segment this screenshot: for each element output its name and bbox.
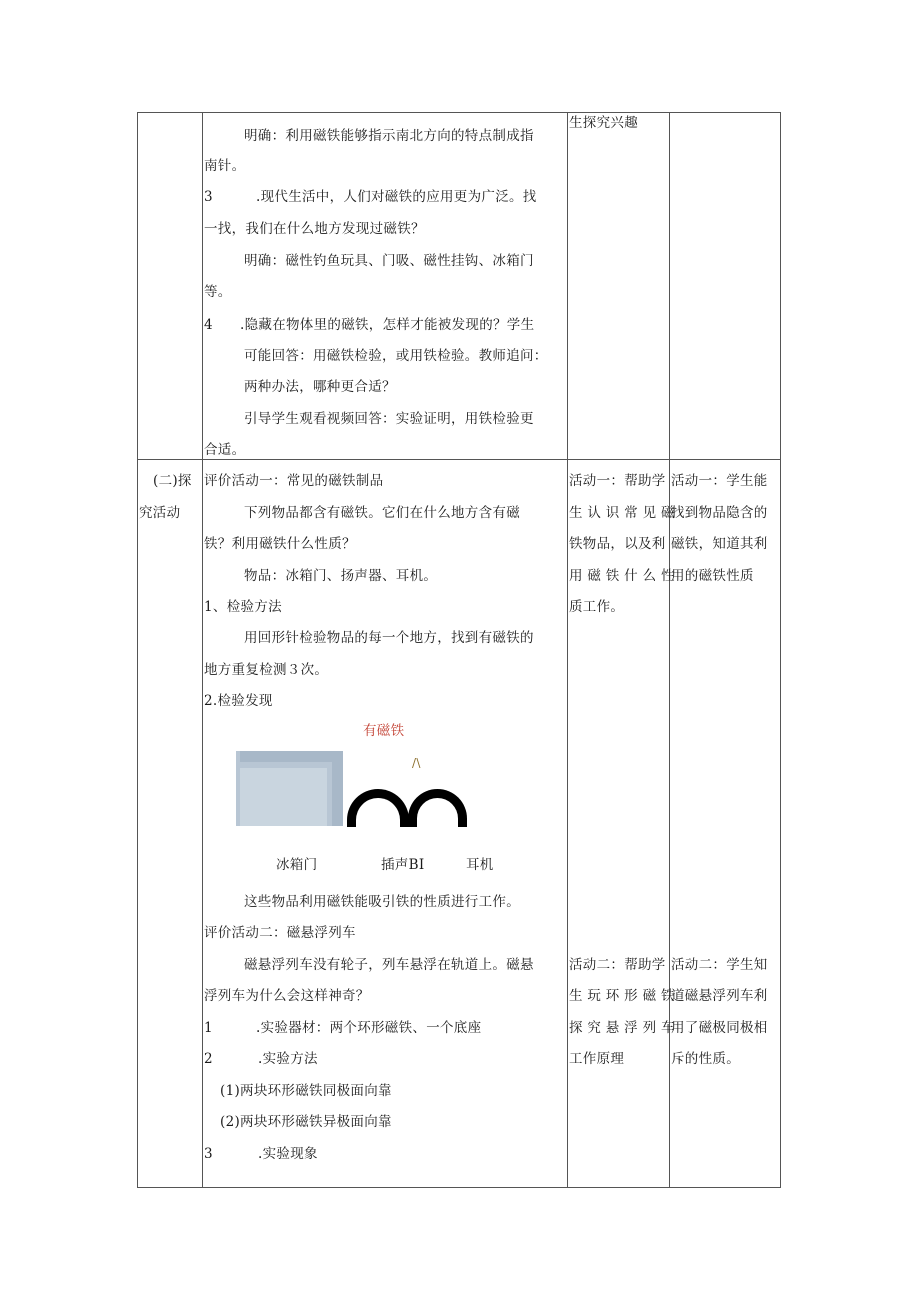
eval1-title: 评价活动一：常见的磁铁制品: [204, 473, 384, 489]
item4-line3: 两种办法，哪种更合适？: [244, 379, 396, 395]
student-activity2-line4: 斥的性质。: [671, 1051, 740, 1067]
fridge-frame-top: [236, 751, 343, 762]
eval1-para-line1: 下列物品都含有磁铁。它们在什么地方含有磁: [244, 505, 520, 521]
student-activity1-line4: 用的磁铁性质: [671, 568, 754, 584]
table-border-bottom: [137, 1187, 781, 1188]
teacher-activity1-line5: 质工作。: [569, 599, 625, 615]
table-row-divider: [137, 459, 781, 460]
fridge-door-image: [236, 751, 343, 826]
student-activity2-line2: 道磁悬浮列车利: [671, 988, 768, 1004]
item3-number: 3: [204, 189, 213, 205]
answer3-line2: 等。: [204, 284, 232, 300]
section-label-line1: (二)探: [153, 473, 192, 489]
teacher-activity1-line1: 活动一：帮助学: [569, 473, 666, 489]
item4-line1: .隐藏在物体里的磁铁，怎样才能被发现的？学生: [240, 317, 535, 333]
step2-sub1: (1)两块环形磁铁同极面向靠: [220, 1083, 392, 1099]
student-activity2-line3: 用了磁极同极相: [671, 1020, 768, 1036]
teacher-activity2-line3: 探 究 悬 浮 列 车: [569, 1020, 675, 1036]
fridge-frame-inner-top: [240, 762, 332, 768]
table-col-divider-1: [202, 112, 203, 1188]
item3-line1: .现代生活中，人们对磁铁的应用更为广泛。找: [256, 189, 537, 205]
design-intent-interest: 生探究兴趣: [569, 115, 638, 131]
step1-number: 1: [204, 1020, 213, 1036]
found-title: 2.检验发现: [204, 693, 273, 709]
teacher-activity1-line4: 用 磁 铁 什 么 性: [569, 568, 675, 584]
teacher-activity2-line1: 活动二：帮助学: [569, 957, 666, 973]
method-line2: 地方重复检测３次。: [204, 662, 329, 678]
table-border-left: [137, 112, 138, 1188]
table-border-top: [137, 112, 781, 113]
step3-text: .实验现象: [258, 1146, 318, 1162]
step3-number: 3: [204, 1146, 213, 1162]
section-label-line2: 究活动: [139, 505, 181, 521]
student-activity1-line2: 找到物品隐含的: [671, 505, 768, 521]
fridge-frame-inner: [327, 762, 332, 826]
step2-sub2: (2)两块环形磁铁异极面向靠: [220, 1114, 392, 1130]
student-activity1-line1: 活动一：学生能: [671, 473, 768, 489]
eval2-title: 评价活动二：磁悬浮列车: [204, 925, 356, 941]
fridge-door-caption: 冰箱门: [276, 857, 318, 873]
clarify-compass-line1: 明确：利用磁铁能够指示南北方向的特点制成指: [244, 128, 534, 144]
item4-number: 4: [204, 317, 213, 333]
clarify-compass-line2: 南针。: [204, 158, 246, 174]
student-activity2-line1: 活动二：学生知: [671, 957, 768, 973]
conclusion-line: 这些物品利用磁铁能吸引铁的性质进行工作。: [244, 894, 520, 910]
item3-line2: 一找，我们在什么地方发现过磁铁？: [204, 221, 425, 237]
student-activity1-line3: 磁铁，知道其利: [671, 536, 768, 552]
eval2-para-line2: 浮列车为什么会这样神奇？: [204, 988, 370, 1004]
has-magnet-label: 有磁铁: [363, 723, 405, 739]
item4-line2: 可能回答：用磁铁检验，或用铁检验。教师追问：: [244, 348, 548, 364]
earphone-caption: 耳机: [466, 857, 494, 873]
teacher-activity2-line2: 生 玩 环 形 磁 铁: [569, 988, 675, 1004]
fridge-frame-right: [332, 751, 343, 826]
pointer-marker: /\: [412, 756, 421, 770]
eval2-para-line1: 磁悬浮列车没有轮子，列车悬浮在轨道上。磁悬: [244, 957, 534, 973]
teacher-activity1-line3: 铁物品，以及利: [569, 536, 666, 552]
step2-number: 2: [204, 1051, 213, 1067]
table-border-right: [780, 112, 781, 1188]
guide-line1: 引导学生观看视频回答：实验证明，用铁检验更: [244, 411, 534, 427]
teacher-activity1-line2: 生 认 识 常 见 磁: [569, 505, 675, 521]
step2-text: .实验方法: [258, 1051, 318, 1067]
teacher-activity2-line4: 工作原理: [569, 1051, 625, 1067]
guide-line2: 合适。: [204, 442, 246, 458]
eval1-para-line2: 铁？利用磁铁什么性质？: [204, 536, 356, 552]
speaker-caption: 插声BI: [381, 857, 425, 873]
step1-text: .实验器材：两个环形磁铁、一个底座: [256, 1020, 482, 1036]
items-line: 物品：冰箱门、扬声器、耳机。: [244, 568, 438, 584]
method-title: 1、检验方法: [204, 599, 282, 615]
method-line1: 用回形针检验物品的每一个地方，找到有磁铁的: [244, 630, 534, 646]
answer3-line1: 明确：磁性钓鱼玩具、门吸、磁性挂钩、冰箱门: [244, 253, 534, 269]
table-col-divider-2: [567, 112, 568, 1188]
